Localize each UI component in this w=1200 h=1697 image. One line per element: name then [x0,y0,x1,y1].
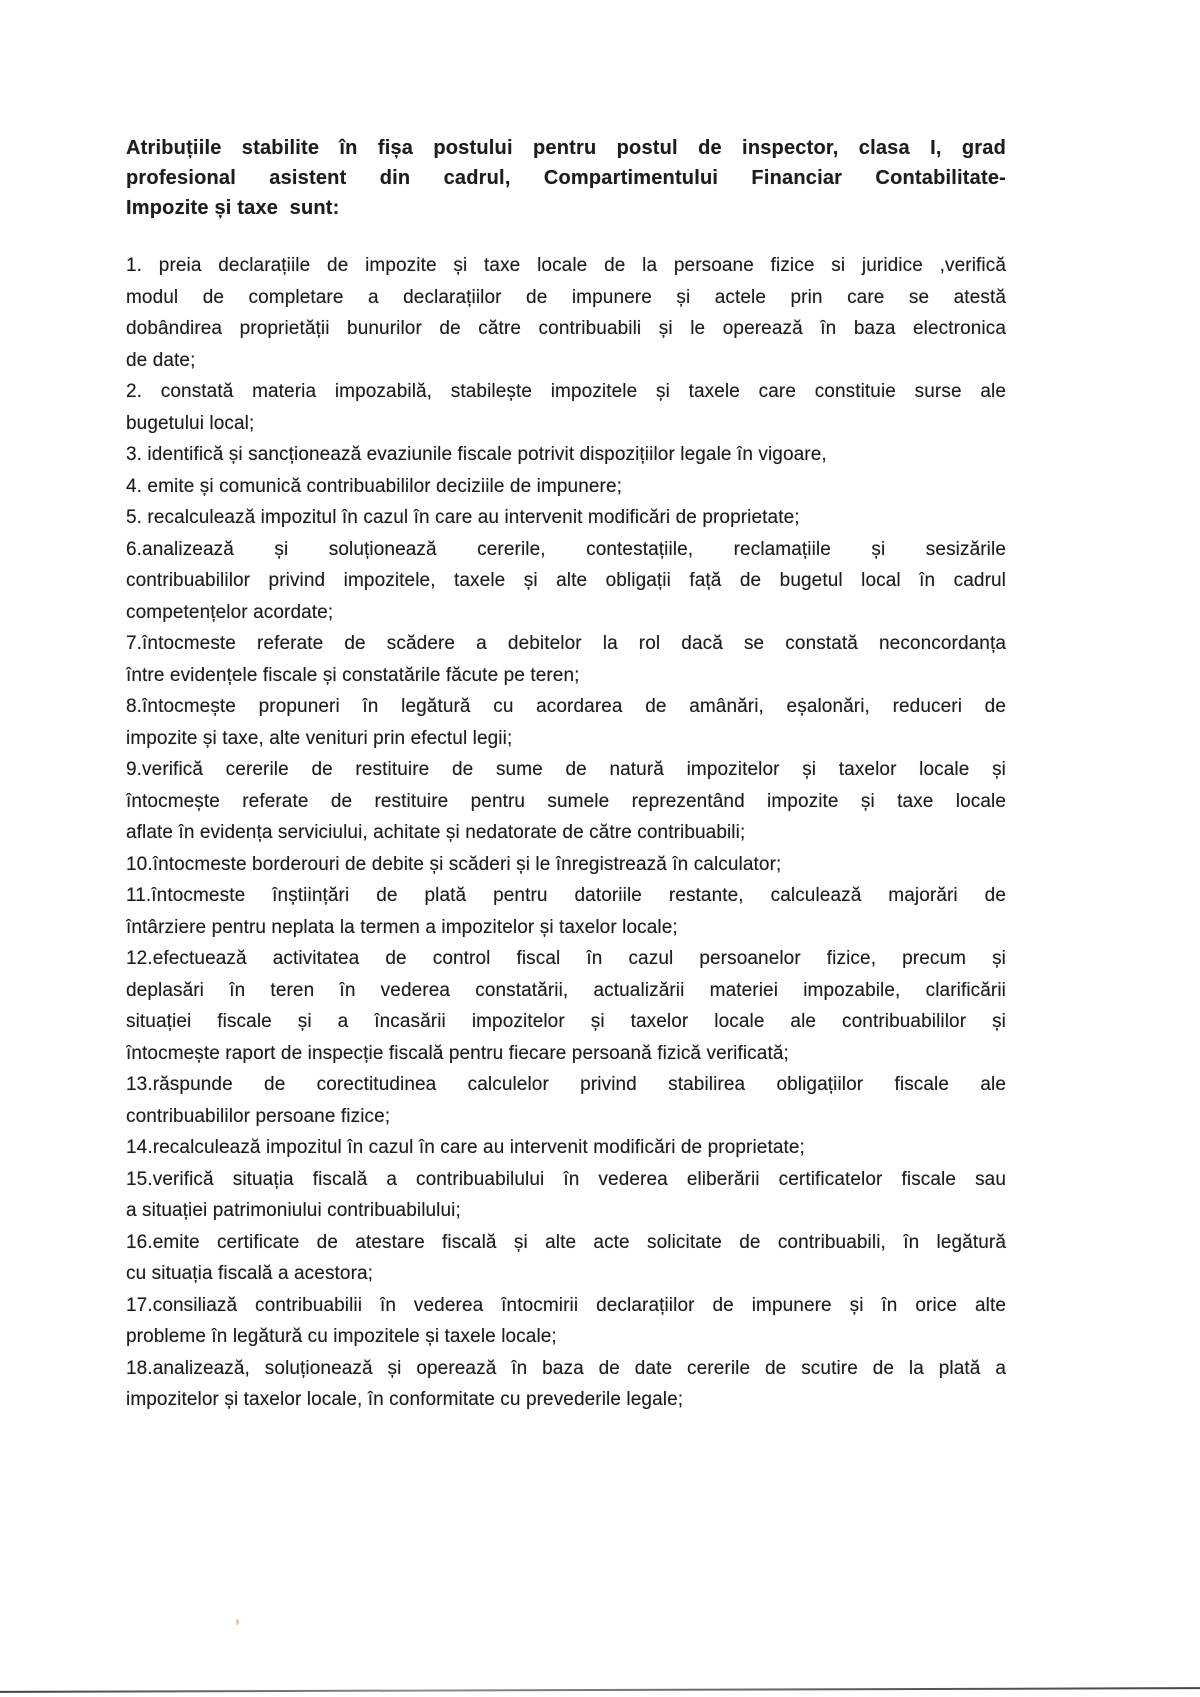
heading-line: Atribuțiile stabilite în fișa postului pentru postul de inspector, clasa I, grad [126,137,1006,159]
duty-item-8-line: impozite și taxe, alte venituri prin efectul legii; [126,727,513,749]
scan-edge-line [0,1687,1200,1693]
duty-item-5-line: 5. recalculează impozitul în cazul în care au intervenit modificări de proprietate; [126,507,800,528]
document-heading [126,133,1006,223]
duty-item-15-line: a situației patrimoniului contribuabilului; [126,1200,461,1221]
duty-item-18-line: impozitelor și taxelor locale, în conformitate cu prevederile legale; [126,1389,684,1410]
duty-item-9-line: 9.verifică cererile de restituire de sume de natură impozitelor și taxelor locale și [126,759,1006,780]
duty-item-2-line: 2. constată materia impozabilă, stabilește impozitele și taxele care constituie surse ale [126,381,1006,402]
duty-item-3-line: 3. identifică și sancționează evaziunile fiscale potrivit dispozițiilor legale în vigoare, [126,444,827,465]
duty-item-12-line: întocmește raport de inspecție fiscală pentru fiecare persoană fizică verificată; [126,1042,789,1064]
duty-item-7-line: între evidențele fiscale și constatările făcute pe teren; [126,664,580,686]
duty-item-16-line: cu situația fiscală a acestora; [126,1263,374,1284]
duty-item-6-line: contribuabililor privind impozitele, taxele și alte obligații față de bugetul local în cadrul [126,570,1006,591]
duty-item-12-line: situației fiscale și a încasării impozitelor și taxelor locale ale contribuabililor și [126,1011,1006,1032]
duty-item-18-line: 18.analizează, soluționează și operează în baza de date cererile de scutire de la plată a [126,1357,1006,1379]
duty-item-1-line: de date; [126,349,196,371]
duty-item-7-line: 7.întocmeste referate de scădere a debitelor la rol dacă se constată neconcordanța [126,633,1006,654]
duty-item-11-line: 11.întocmeste înștiințări de plată pentru datoriile restante, calculează majorări de [126,885,1006,906]
duty-item-6-line: competențelor acordate; [126,601,334,623]
duty-item-6-line: 6.analizează și soluționează cererile, contestațiile, reclamațiile și sesizările [126,538,1006,560]
scan-artifact-dot [236,1619,239,1625]
duty-item-15-line: 15.verifică situația fiscală a contribuabilului în vederea eliberării certificatelor fiscale sau [126,1168,1006,1190]
duty-item-10-line: 10.întocmeste borderouri de debite și scăderi și le înregistrează în calculator; [126,853,782,875]
duty-item-14-line: 14.recalculează impozitul în cazul în care au intervenit modificări de proprietate; [126,1137,805,1158]
duty-item-17-line: probleme în legătură cu impozitele și taxele locale; [126,1326,557,1347]
duty-item-9-line: aflate în evidența serviciului, achitate și nedatorate de către contribuabili; [126,822,746,843]
job-duties-list [126,250,1006,1416]
duty-item-16-line: 16.emite certificate de atestare fiscală și alte acte solicitate de contribuabili, în legătură [126,1231,1006,1253]
duty-item-13-line: 13.răspunde de corectitudinea calculelor privind stabilirea obligațiilor fiscale ale [126,1074,1006,1095]
duty-item-8-line: 8.întocmește propuneri în legătură cu acordarea de amânări, eșalonări, reduceri de [126,696,1006,717]
duty-item-2-line: bugetului local; [126,412,255,434]
duty-item-17-line: 17.consiliază contribuabilii în vederea întocmirii declarațiilor de impunere și în orice alte [126,1294,1006,1316]
duty-item-11-line: întârziere pentru neplata la termen a impozitelor și taxelor locale; [126,916,678,938]
duty-item-1-line: modul de completare a declarațiilor de impunere și actele prin care se atestă [126,286,1006,308]
duty-item-12-line: deplasări în teren în vederea constatării, actualizării materiei impozabile, clarificării [126,979,1006,1001]
duty-item-1-line: 1. preia declarațiile de impozite și taxe locale de la persoane fizice si juridice ,verifică [126,255,1006,276]
duty-item-9-line: întocmește referate de restituire pentru sumele reprezentând impozite și taxe locale [126,790,1006,812]
heading-line: profesional asistent din cadrul, Compartimentului Financiar Contabilitate- [126,167,1006,189]
heading-line: Impozite și taxe sunt: [126,197,340,219]
duty-item-4-line: 4. emite și comunică contribuabililor deciziile de impunere; [126,475,623,497]
duty-item-1-line: dobândirea proprietății bunurilor de către contribuabili și le operează în baza electronica [126,318,1006,339]
duty-item-12-line: 12.efectuează activitatea de control fiscal în cazul persoanelor fizice, precum și [126,948,1006,969]
duty-item-13-line: contribuabililor persoane fizice; [126,1105,391,1127]
